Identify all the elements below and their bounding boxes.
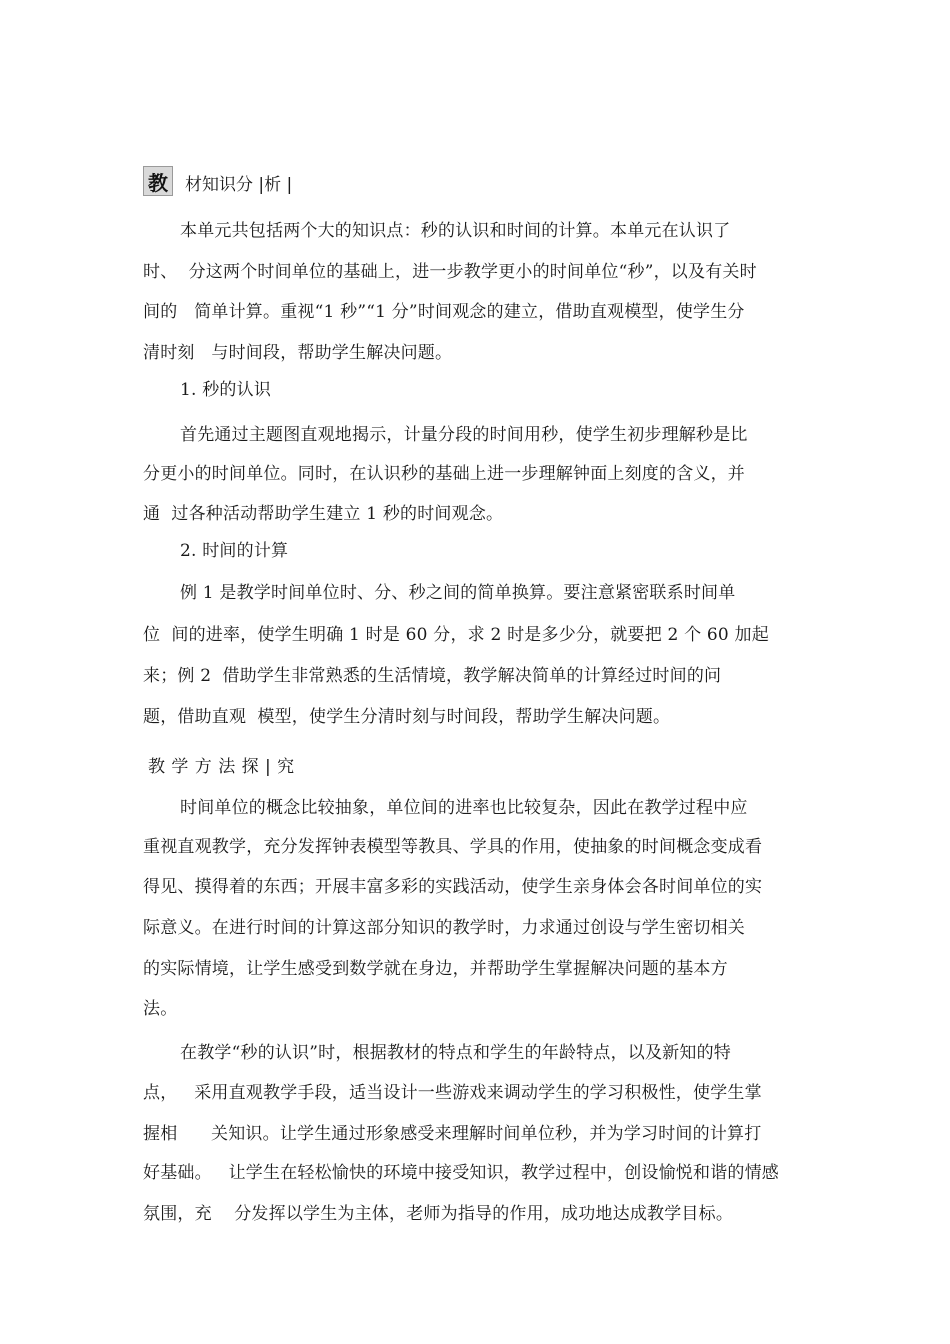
paragraph-line: 握相 关知识。让学生通过形象感受来理解时间单位秒，并为学习时间的计算打 [143, 1124, 762, 1144]
paragraph-line: 在教学“秒的认识”时，根据教材的特点和学生的年龄特点，以及新知的特 [180, 1043, 731, 1063]
paragraph-line: 例 1 是教学时间单位时、分、秒之间的简单换算。要注意紧密联系时间单 [180, 583, 736, 603]
heading-icon-box: 教 [143, 166, 173, 196]
paragraph-line: 好基础。 让学生在轻松愉快的环境中接受知识，教学过程中，创设愉悦和谐的情感 [143, 1163, 780, 1183]
paragraph-line: 位 间的进率，使学生明确 1 时是 60 分，求 2 时是多少分，就要把 2 个 60 加起 [143, 625, 769, 645]
subsection-title: 1. 秒的认识 [180, 380, 272, 400]
paragraph-line: 来；例 2 借助学生非常熟悉的生活情境，教学解决简单的计算经过时间的问 [143, 666, 722, 686]
paragraph-line: 的实际情境，让学生感受到数学就在身边，并帮助学生掌握解决问题的基本方 [143, 959, 728, 979]
paragraph-line: 通 过各种活动帮助学生建立 1 秒的时间观念。 [143, 504, 504, 524]
paragraph-line: 题，借助直观 模型，使学生分清时刻与时间段，帮助学生解决问题。 [143, 707, 671, 727]
paragraph-line: 首先通过主题图直观地揭示，计量分段的时间用秒，使学生初步理解秒是比 [180, 425, 748, 445]
section-heading-textbook-analysis [143, 160, 292, 196]
paragraph-line: 点， 采用直观教学手段，适当设计一些游戏来调动学生的学习积极性，使学生掌 [143, 1083, 762, 1103]
paragraph-line: 分更小的时间单位。同时，在认识秒的基础上进一步理解钟面上刻度的含义，并 [143, 464, 745, 484]
paragraph-line: 际意义。在进行时间的计算这部分知识的教学时，力求通过创设与学生密切相关 [143, 918, 745, 938]
section-heading-text: 材知识分 |析 | [185, 175, 293, 195]
subsection-title: 2. 时间的计算 [180, 541, 289, 561]
paragraph-line: 法。 [143, 999, 178, 1019]
paragraph-line: 重视直观教学，充分发挥钟表模型等教具、学具的作用，使抽象的时间概念变成看 [143, 837, 763, 857]
paragraph-line: 时、 分这两个时间单位的基础上，进一步教学更小的时间单位“秒”，以及有关时 [143, 262, 757, 282]
paragraph-line: 清时刻 与时间段，帮助学生解决问题。 [143, 343, 453, 363]
paragraph-line: 间的 简单计算。重视“1 秒”“1 分”时间观念的建立，借助直观模型，使学生分 [143, 302, 745, 322]
paragraph-line: 得见、摸得着的东西；开展丰富多彩的实践活动，使学生亲身体会各时间单位的实 [143, 877, 763, 897]
paragraph-line: 本单元共包括两个大的知识点：秒的认识和时间的计算。本单元在认识了 [180, 221, 731, 241]
paragraph-line: 时间单位的概念比较抽象，单位间的进率也比较复杂，因此在教学过程中应 [180, 798, 748, 818]
section-heading-teaching-methods: 教 学 方 法 探 | 究 [148, 757, 295, 777]
paragraph-line: 氛围，充 分发挥以学生为主体，老师为指导的作用，成功地达成教学目标。 [143, 1204, 734, 1224]
